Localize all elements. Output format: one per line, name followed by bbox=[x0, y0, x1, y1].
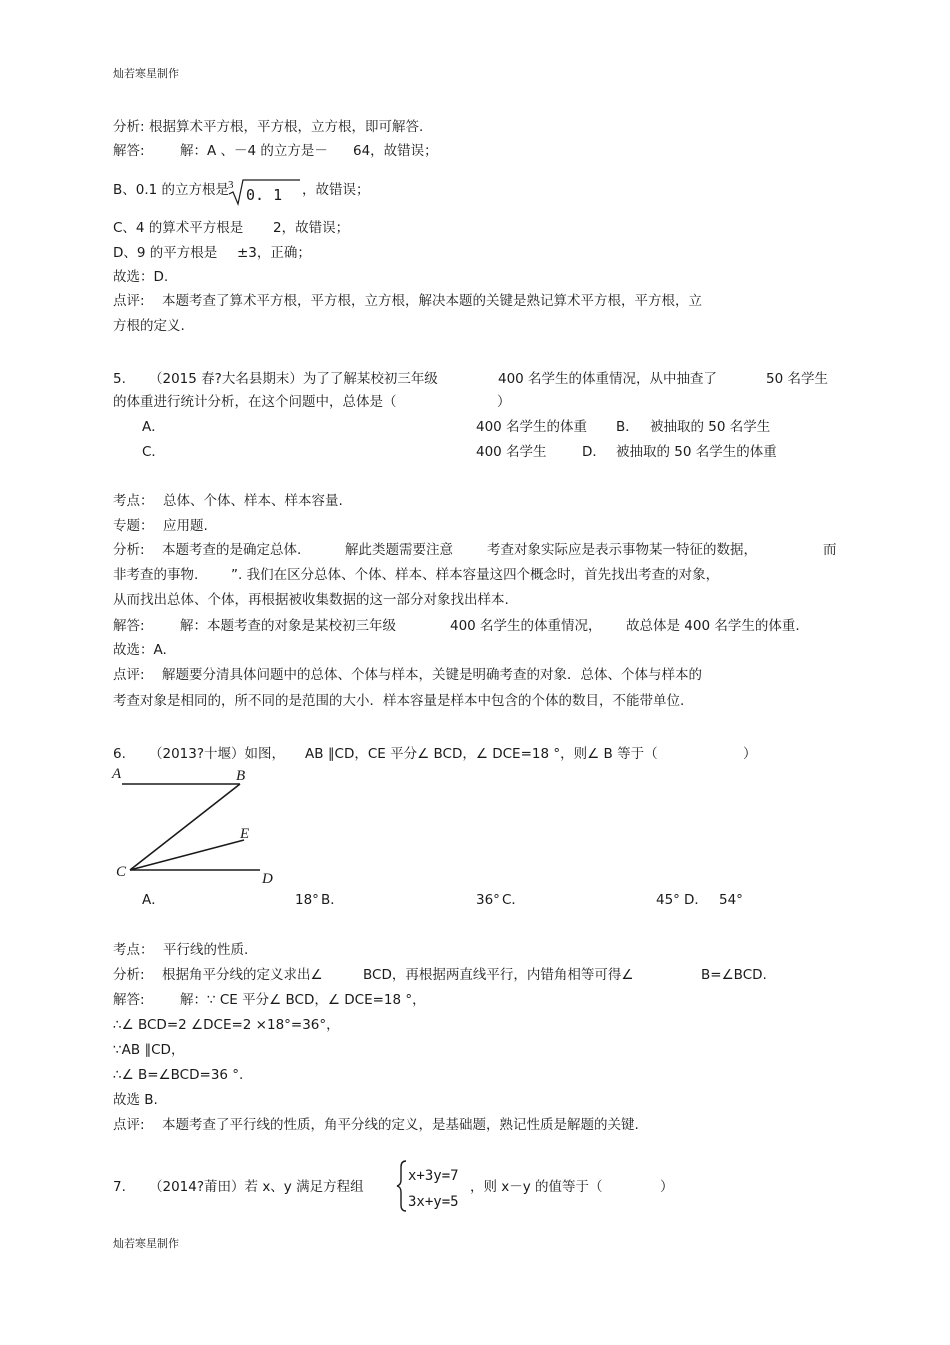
q5-option-d-label: D． bbox=[582, 444, 606, 460]
q4-comment-2: 方根的定义. bbox=[113, 318, 185, 334]
q5-option-c-label: C． bbox=[142, 444, 165, 460]
analysis-2b: ”. 我们在区分总体、个体、样本、样本容量这四个概念时，首先找出考查的对象， bbox=[231, 567, 720, 583]
zhuanti-label: 专题： bbox=[113, 518, 154, 534]
zhuanti-text: 应用题. bbox=[163, 518, 208, 534]
equation-system bbox=[396, 1158, 476, 1214]
q6-answer-3: ∵AB ∥CD， bbox=[113, 1042, 185, 1058]
q7-stem bbox=[113, 1177, 364, 1197]
q5-stem-line-2 bbox=[113, 392, 511, 412]
analysis-label: 分析: bbox=[113, 967, 145, 983]
q6-stem-b: AB ∥CD，CE 平分∠ BCD，∠ DCE=18 °，则∠ B 等于（ bbox=[305, 746, 658, 762]
q6-number: 6. bbox=[113, 746, 126, 762]
point-d-label: D bbox=[262, 871, 273, 887]
answer-label: 解答: bbox=[113, 618, 145, 634]
line-bc bbox=[130, 784, 240, 870]
d-post: ±3，正确； bbox=[237, 245, 311, 261]
q6-comment bbox=[113, 1115, 639, 1135]
q5-option-b: 被抽取的 50 名学生 bbox=[650, 419, 771, 435]
kaodian-label: 考点： bbox=[113, 942, 154, 958]
analysis-1d: 而 bbox=[823, 542, 837, 558]
q7-number: 7. bbox=[113, 1179, 126, 1195]
q5-option-a-label: A． bbox=[142, 419, 165, 435]
analysis-1c: 考查对象实际应是表示事物某一特征的数据， bbox=[487, 542, 757, 558]
q5-option-c: 400 名学生 bbox=[476, 444, 547, 460]
comment-text: 本题考查了平行线的性质，角平分线的定义，是基础题，熟记性质是解题的关键. bbox=[162, 1117, 639, 1133]
analysis-label: 分析: bbox=[113, 542, 145, 558]
point-a-label: A bbox=[112, 766, 122, 782]
q5-number: 5. bbox=[113, 371, 126, 387]
q5-stem-line-1 bbox=[113, 369, 833, 389]
q4-option-b-line: B、0.1 的立方根是 bbox=[113, 182, 230, 198]
q6-stem bbox=[113, 744, 757, 764]
q5-kaodian bbox=[113, 491, 343, 511]
q7-stem-b-wrap bbox=[470, 1177, 674, 1197]
q5-analysis-1 bbox=[113, 540, 838, 560]
q6-answer-2: ∴∠ BCD=2 ∠DCE=2 ×18°=36°， bbox=[113, 1017, 340, 1033]
comment-label: 点评: bbox=[113, 1117, 145, 1133]
analysis-1a: 本题考查的是确定总体. bbox=[162, 542, 302, 558]
radical-body: 0. 1 bbox=[246, 186, 283, 204]
q5-stem-1c: 50 名学生 bbox=[766, 371, 828, 387]
q7-stem-b: ，则 x－y 的值等于（ bbox=[470, 1179, 603, 1195]
q7-stem-close: ） bbox=[660, 1179, 674, 1195]
answer-b: 400 名学生的体重情况， bbox=[450, 618, 602, 634]
q4-option-d bbox=[113, 243, 311, 263]
q6-option-d-label: D． bbox=[684, 892, 708, 908]
kaodian-text: 平行线的性质. bbox=[163, 942, 249, 958]
answer-c: 故总体是 400 名学生的体重. bbox=[626, 618, 800, 634]
answer-a-post: 64，故错误； bbox=[353, 143, 438, 159]
q5-stem-1a: （2015 春?大名县期末）为了了解某校初三年级 bbox=[149, 371, 438, 387]
page-footer: 灿若寒星制作 bbox=[113, 1237, 179, 1250]
cube-root-expression bbox=[226, 176, 301, 206]
q4-comment bbox=[113, 291, 702, 311]
answer-a: 解：本题考查的对象是某校初三年级 bbox=[180, 618, 396, 634]
q4-answer bbox=[113, 141, 438, 161]
q6-option-d: 54° bbox=[719, 892, 743, 908]
q5-zhuanti bbox=[113, 516, 208, 536]
comment-text-1: 解题要分清具体问题中的总体、个体与样本，关键是明确考查的对象．总体、个体与样本的 bbox=[162, 667, 702, 683]
radical-index: 3 bbox=[228, 179, 234, 191]
q5-analysis-2 bbox=[113, 565, 720, 585]
q7-stem-a: （2014?莆田）若 x、y 满足方程组 bbox=[149, 1179, 364, 1195]
kaodian-text: 总体、个体、样本、样本容量. bbox=[163, 493, 343, 509]
comment-text-1: 本题考查了算术平方根，平方根，立方根，解决本题的关键是熟记算术平方根，平方根，立 bbox=[162, 293, 702, 309]
q6-option-a: 18° bbox=[295, 892, 319, 908]
q6-answer-4: ∴∠ B=∠BCD=36 °. bbox=[113, 1067, 244, 1083]
answer-line-1: 解：∵ CE 平分∠ BCD，∠ DCE=18 °， bbox=[180, 992, 426, 1008]
q6-analysis bbox=[113, 965, 767, 985]
q6-kaodian bbox=[113, 940, 249, 960]
analysis-2a: 非考查的事物. bbox=[113, 567, 199, 583]
c-post: 2，故错误； bbox=[273, 220, 350, 236]
q5-comment-1 bbox=[113, 665, 702, 685]
analysis-c: B=∠BCD. bbox=[701, 967, 767, 983]
q5-answer bbox=[113, 616, 800, 636]
q6-stem-a: （2013?十堰）如图， bbox=[149, 746, 286, 762]
q6-choice: 故选 B. bbox=[113, 1092, 158, 1108]
point-b-label: B bbox=[236, 768, 246, 784]
answer-a-pre: 解：A 、－4 的立方是－ bbox=[180, 143, 328, 159]
q6-option-b-label: B． bbox=[321, 892, 344, 908]
page-header: 灿若寒星制作 bbox=[113, 67, 179, 80]
q5-option-d: 被抽取的 50 名学生的体重 bbox=[616, 444, 777, 460]
q4-option-c bbox=[113, 218, 350, 238]
q5-choice: 故选：A. bbox=[113, 642, 167, 658]
analysis-text: 根据算术平方根，平方根，立方根，即可解答. bbox=[149, 119, 424, 135]
point-e-label: E bbox=[240, 826, 250, 842]
q6-stem-close: ） bbox=[743, 746, 757, 762]
q5-analysis-3: 从而找出总体、个体，再根据被收集数据的这一部分对象找出样本. bbox=[113, 592, 509, 608]
q6-option-b: 36° bbox=[476, 892, 500, 908]
q4-analysis bbox=[113, 117, 424, 137]
equation-2: 3x+y=5 bbox=[408, 1194, 459, 1210]
answer-label: 解答: bbox=[113, 143, 145, 159]
q6-answer-1 bbox=[113, 990, 426, 1010]
q6-option-c-label: C． bbox=[502, 892, 525, 908]
parallel-lines-figure bbox=[108, 762, 283, 888]
q5-option-b-label: B． bbox=[616, 419, 639, 435]
radical-sign-icon bbox=[226, 176, 301, 206]
answer-label: 解答: bbox=[113, 992, 145, 1008]
point-c-label: C bbox=[116, 864, 127, 880]
line-ce bbox=[130, 840, 244, 870]
q5-stem-2-close: ） bbox=[497, 394, 511, 410]
q5-stem-1b: 400 名学生的体重情况，从中抽查了 bbox=[498, 371, 718, 387]
q5-option-a: 400 名学生的体重 bbox=[476, 419, 588, 435]
comment-label: 点评: bbox=[113, 667, 145, 683]
equation-1: x+3y=7 bbox=[408, 1168, 459, 1184]
q6-option-a-label: A． bbox=[142, 892, 165, 908]
comment-label: 点评: bbox=[113, 293, 145, 309]
q6-option-c: 45° bbox=[656, 892, 680, 908]
analysis-b: BCD，再根据两直线平行，内错角相等可得∠ bbox=[363, 967, 634, 983]
q4-choice: 故选：D. bbox=[113, 269, 169, 285]
kaodian-label: 考点： bbox=[113, 493, 154, 509]
analysis-label: 分析: bbox=[113, 119, 145, 135]
analysis-1b: 解此类题需要注意 bbox=[345, 542, 453, 558]
left-brace-icon bbox=[396, 1158, 476, 1214]
d-pre: D、9 的平方根是 bbox=[113, 245, 218, 261]
analysis-a: 根据角平分线的定义求出∠ bbox=[162, 967, 323, 983]
q5-comment-2: 考查对象是相同的，所不同的是范围的大小．样本容量是样本中包含的个体的数目，不能带单位. bbox=[113, 693, 685, 709]
c-pre: C、4 的算术平方根是 bbox=[113, 220, 244, 236]
q4-option-b-post: ，故错误； bbox=[302, 182, 370, 198]
q5-stem-2: 的体重进行统计分析，在这个问题中，总体是（ bbox=[113, 394, 397, 410]
